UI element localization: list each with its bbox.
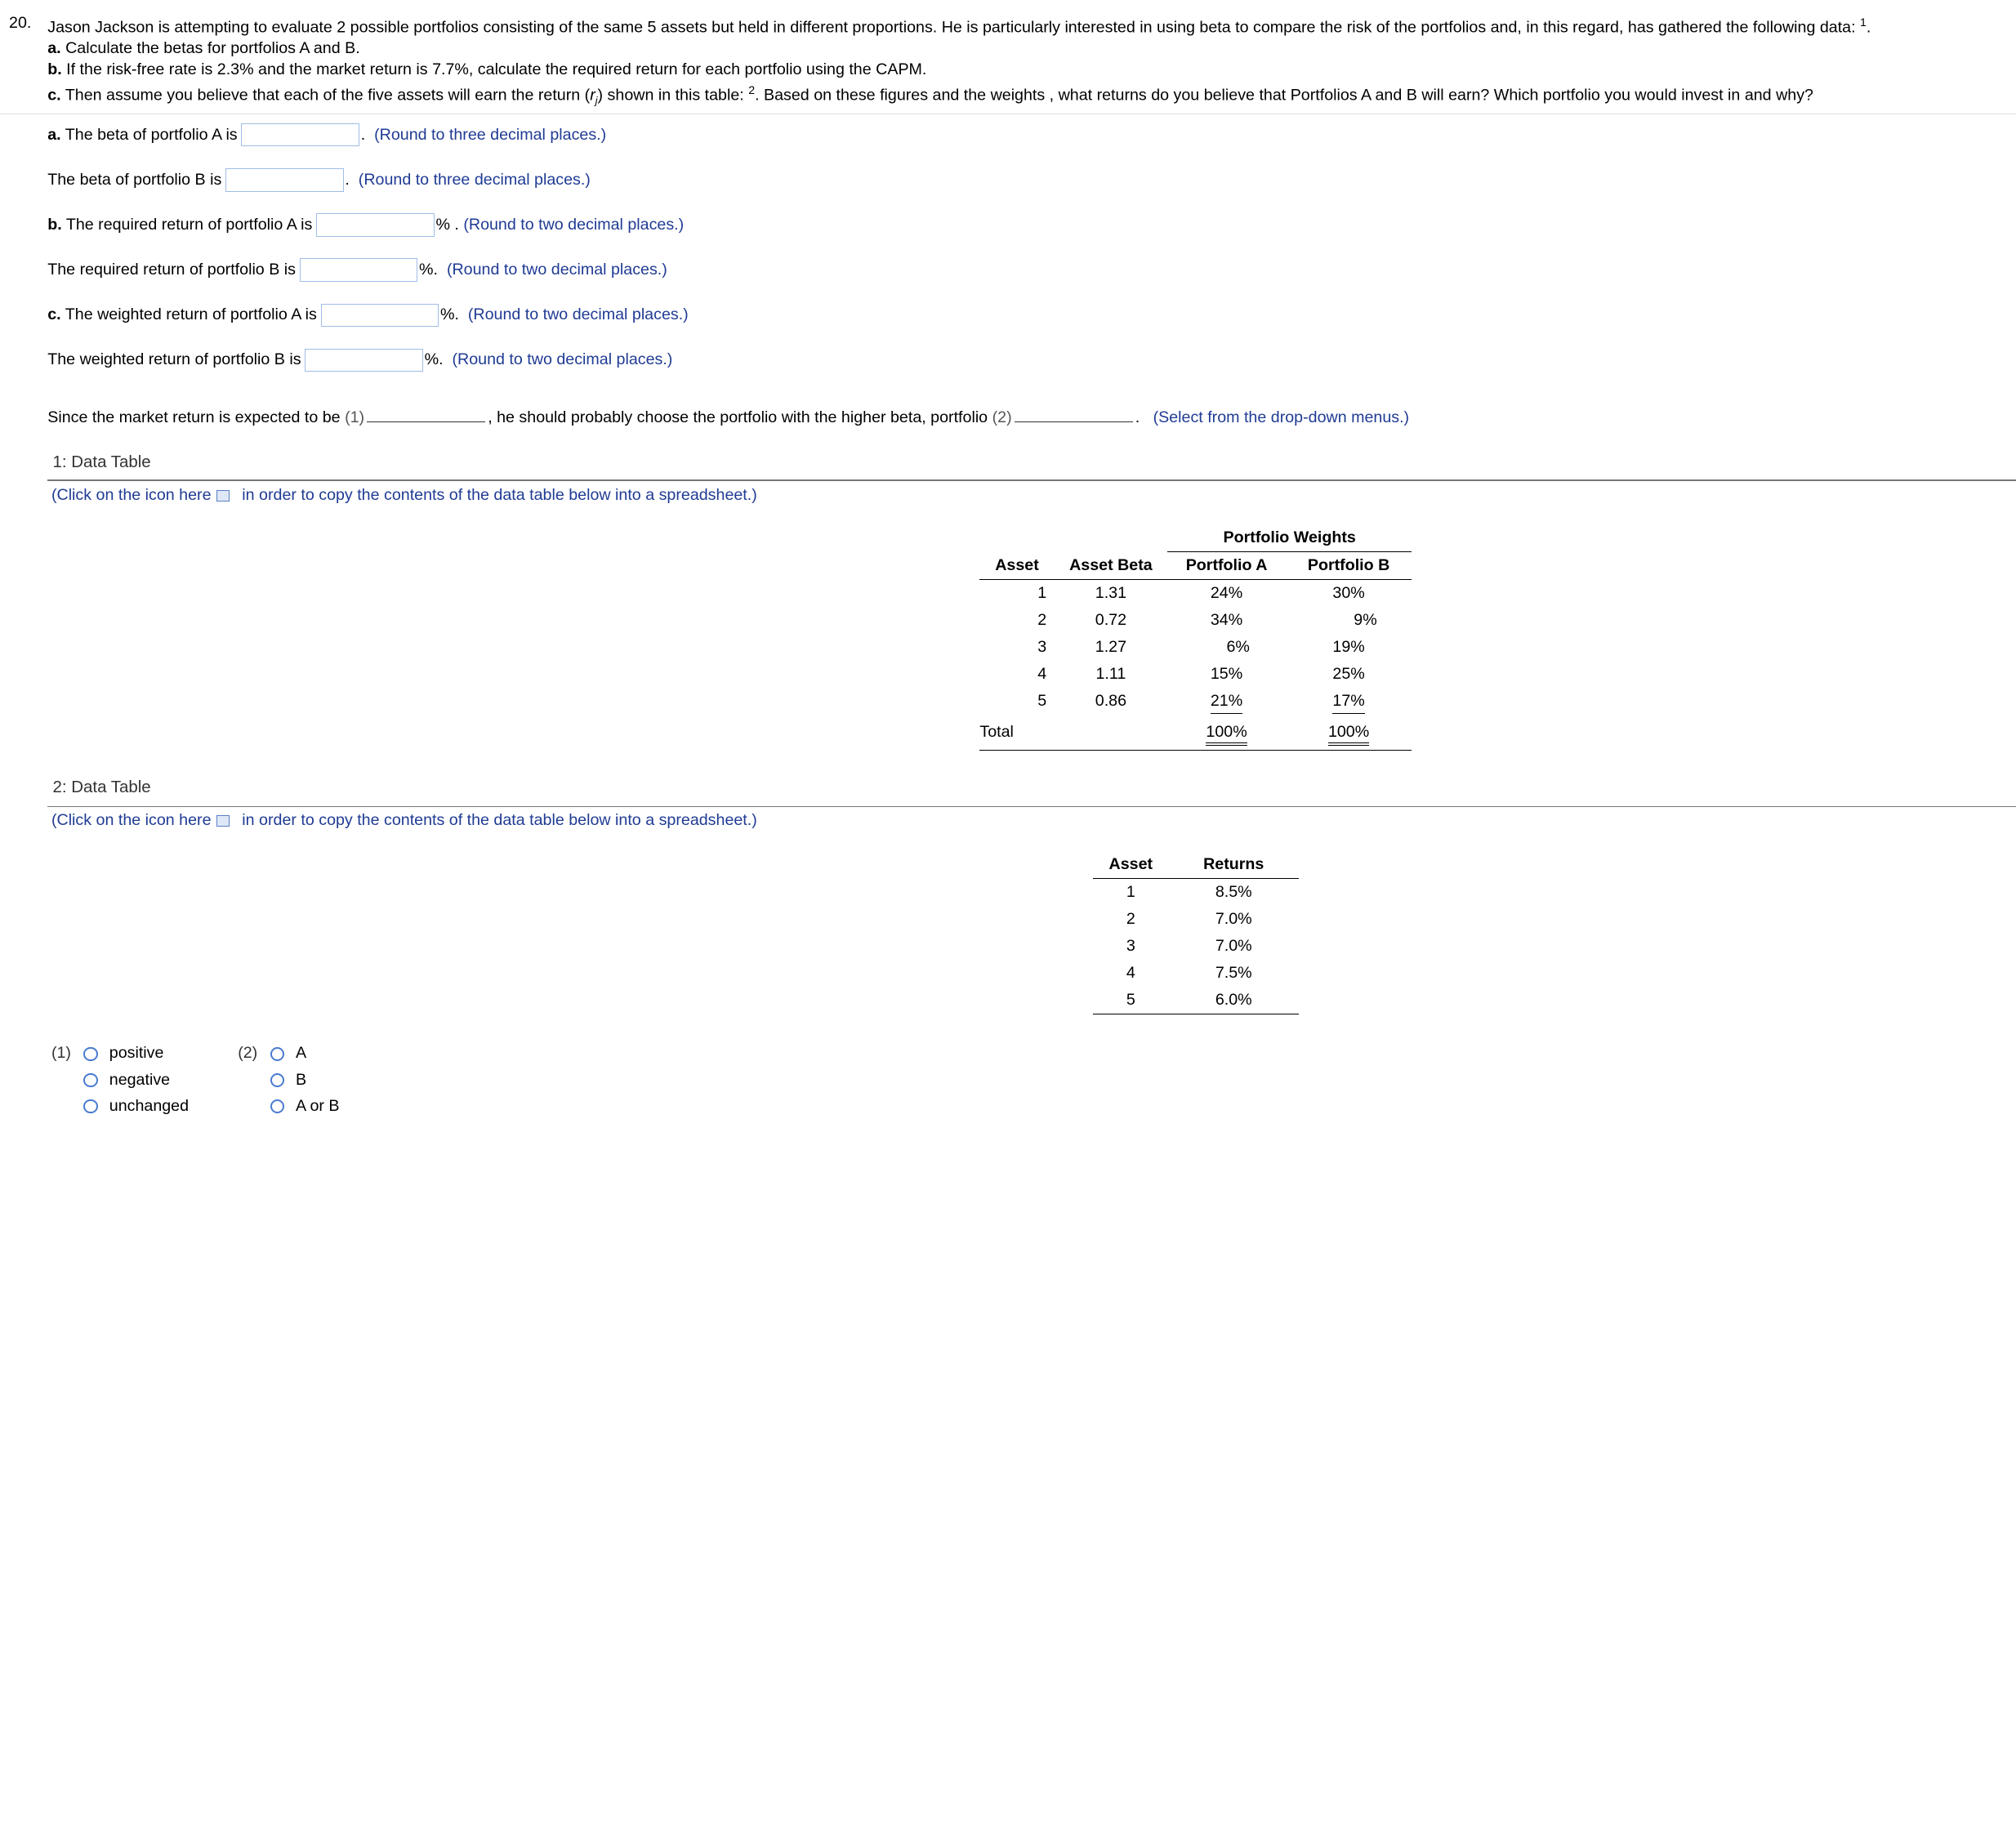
dropdown-1-blank[interactable] [367, 406, 485, 422]
question-intro: Jason Jackson is attempting to evaluate 2 possible portfolios consisting of the same 5 assets but held in different proportions. He is particularly interested in using beta to compare the risk of the portfolios and, in this regard, has gathered the following data: $^1$. [47, 16, 1871, 37]
col-header-asset-beta: Asset Beta [1055, 552, 1168, 580]
required-return-b-input[interactable] [300, 258, 418, 281]
data-table-2-title: 2: Data Table [52, 778, 151, 797]
required-return-a-input[interactable] [316, 213, 435, 236]
question-part-a: a. Calculate the betas for portfolios A and B. [47, 39, 360, 58]
menu-1-label: (1) [51, 1044, 71, 1063]
answer-row-weighted-a: c. The weighted return of portfolio A is %. (Round to two decimal places.) [47, 302, 688, 328]
data-table-2-copy-link[interactable]: (Click on the icon here in order to copy the contents of the data table below into a spreadsheet.) [51, 811, 757, 830]
table-row: 2 7.0% [1126, 910, 1252, 929]
data-table-2-rule [47, 806, 2016, 808]
dropdown-2-blank[interactable] [1015, 406, 1133, 422]
radio-option-unchanged[interactable]: unchanged [83, 1093, 189, 1119]
data-table-2 [1093, 851, 1299, 1014]
question-number: 20. [9, 13, 32, 32]
radio-option-positive[interactable]: positive [83, 1040, 189, 1066]
answer-row-beta-b: The beta of portfolio B is . (Round to three decimal places.) [47, 167, 591, 193]
copy-icon[interactable] [216, 815, 230, 827]
data-table-1 [979, 524, 1412, 751]
dropdown-sentence: Since the market return is expected to be (1) , he should probably choose the portfolio with the higher beta, portfolio (2) . (Select from the drop-down menus.) [47, 405, 1409, 430]
radio-circle[interactable] [270, 1073, 284, 1087]
radio-option-a[interactable]: A [270, 1040, 340, 1066]
radio-option-negative[interactable]: negative [83, 1067, 189, 1093]
table-row: 2 0.72 34% 9% [1037, 611, 1377, 630]
col-header-portfolio-b: Portfolio B [1286, 552, 1412, 580]
menu-2-label: (2) [238, 1044, 258, 1063]
col-header-portfolio-a: Portfolio A [1167, 552, 1286, 580]
radio-option-a-or-b[interactable]: A or B [270, 1093, 340, 1119]
beta-b-input[interactable] [225, 168, 344, 191]
col-header-asset: Asset [979, 552, 1054, 580]
table-row: 3 1.27 6% 19% [1037, 638, 1365, 657]
menu-2-options [270, 1040, 340, 1119]
question-part-b: b. If the risk-free rate is 2.3% and the market return is 7.7%, calculate the required return for each portfolio using the CAPM. [47, 60, 927, 79]
table-row: 4 1.11 15% 25% [1037, 665, 1365, 684]
portfolio-weights-header: Portfolio Weights [1167, 524, 1412, 552]
dropdown-2-label: (2) [992, 408, 1012, 426]
data-table-1-copy-link[interactable]: (Click on the icon here in order to copy the contents of the data table below into a spreadsheet.) [51, 485, 757, 504]
question-divider [0, 114, 2016, 115]
data-table-1-title: 1: Data Table [52, 453, 151, 472]
answer-row-required-b: The required return of portfolio B is %. (Round to two decimal places.) [47, 257, 667, 283]
footnote-2-ref[interactable]: 2 [748, 84, 756, 98]
table-row: 5 6.0% [1093, 987, 1299, 1014]
col-header-asset: Asset [1093, 851, 1169, 879]
col-header-returns: Returns [1169, 851, 1299, 879]
table-row: 1 8.5% [1126, 883, 1252, 902]
footnote-1-ref[interactable]: 1 [1860, 16, 1867, 29]
table-row: 1 1.31 24% 30% [1037, 584, 1365, 603]
radio-circle[interactable] [83, 1047, 97, 1061]
data-table-1-rule [47, 479, 2016, 481]
answer-row-beta-a: a. The beta of portfolio A is . (Round to three decimal places.) [47, 123, 606, 148]
radio-circle[interactable] [83, 1073, 97, 1087]
weighted-return-b-input[interactable] [305, 349, 423, 372]
total-row: Total 100% 100% [979, 716, 1412, 751]
radio-circle[interactable] [83, 1099, 97, 1113]
table-row: 4 7.5% [1126, 964, 1252, 983]
radio-circle[interactable] [270, 1047, 284, 1061]
copy-icon[interactable] [216, 490, 230, 502]
question-body [47, 13, 1871, 113]
table-row: 3 7.0% [1126, 937, 1252, 956]
table-row: 5 0.86 21% 17% [979, 688, 1412, 715]
answer-row-weighted-b: The weighted return of portfolio B is %. (Round to two decimal places.) [47, 347, 672, 372]
weighted-return-a-input[interactable] [321, 304, 439, 327]
answer-row-required-a: b. The required return of portfolio A is % . (Round to two decimal places.) [47, 212, 684, 238]
dropdown-1-label: (1) [345, 408, 365, 426]
beta-a-input[interactable] [241, 123, 359, 146]
radio-option-b[interactable]: B [270, 1067, 340, 1093]
menu-1-options [83, 1040, 189, 1119]
question-part-c: c. Then assume you believe that each of the five assets will earn the return $(r_j)$ shown in this table: $^2$. Based on these figures and the weights , what returns do you believe that Portfolios A and B will earn? Which portfolio you would invest in and why? [47, 84, 1813, 107]
radio-circle[interactable] [270, 1099, 284, 1113]
